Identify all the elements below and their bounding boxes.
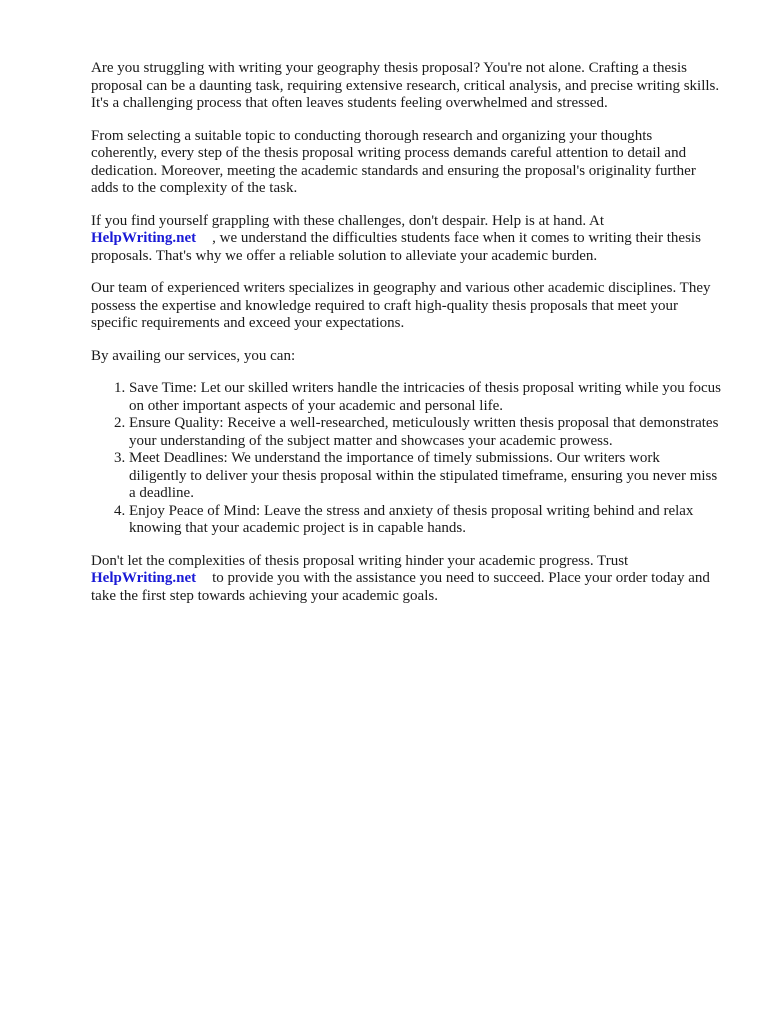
paragraph-services-intro: By availing our services, you can: (91, 347, 296, 364)
document-body (91, 60, 721, 620)
paragraph-team: Our team of experienced writers specializes in geography and various other academic disciplines. They possess the expertise and knowledge required to craft high-quality thesis proposals that meet your specific requirements and exceed your expectations. (91, 280, 711, 331)
paragraph-help-text-after: , we understand the difficulties students face when it comes to writing their thesis proposals. That's why we offer a reliable solution to alleviate your academic burden. (91, 230, 701, 264)
paragraph-closing (91, 553, 721, 606)
list-item: 2. Ensure Quality: Receive a well-researched, meticulously written thesis proposal that demonstrates your understanding of the subject matter and showcases your academic prowess. (129, 415, 721, 450)
helpwriting-link[interactable]: HelpWriting.net (91, 570, 197, 586)
paragraph-help (91, 213, 721, 266)
paragraph-help-text-before: If you find yourself grappling with these challenges, don't despair. Help is at hand. At (91, 212, 605, 229)
paragraph-closing-text-after: to provide you with the assistance you need to succeed. Place your order today and take the first step towards achieving your academic goals. (91, 570, 710, 604)
services-list (91, 380, 721, 538)
helpwriting-link[interactable]: HelpWriting.net (91, 230, 197, 246)
list-item: 4. Enjoy Peace of Mind: Leave the stress and anxiety of thesis proposal writing behind and relax knowing that your academic project is in capable hands. (129, 503, 721, 538)
paragraph-closing-text-before: Don't let the complexities of thesis proposal writing hinder your academic progress. Trust (91, 552, 629, 569)
list-item: 1. Save Time: Let our skilled writers handle the intricacies of thesis proposal writing while you focus on other important aspects of your academic and personal life. (129, 380, 721, 415)
paragraph-intro: Are you struggling with writing your geography thesis proposal? You're not alone. Crafting a thesis proposal can be a daunting task, requiring extensive research, critical analysis, and precise writing skills. It's a challenging process that often leaves students feeling overwhelmed and stressed. (91, 60, 720, 111)
paragraph-process: From selecting a suitable topic to conducting thorough research and organizing your thoughts coherently, every step of the thesis proposal writing process demands careful attention to detail and dedication. Moreover, meeting the academic standards and ensuring the proposal's originality further adds to the complexity of the task. (91, 127, 696, 196)
list-item: 3. Meet Deadlines: We understand the importance of timely submissions. Our writers work diligently to deliver your thesis proposal within the stipulated timeframe, ensuring you never miss a deadline. (129, 450, 721, 503)
